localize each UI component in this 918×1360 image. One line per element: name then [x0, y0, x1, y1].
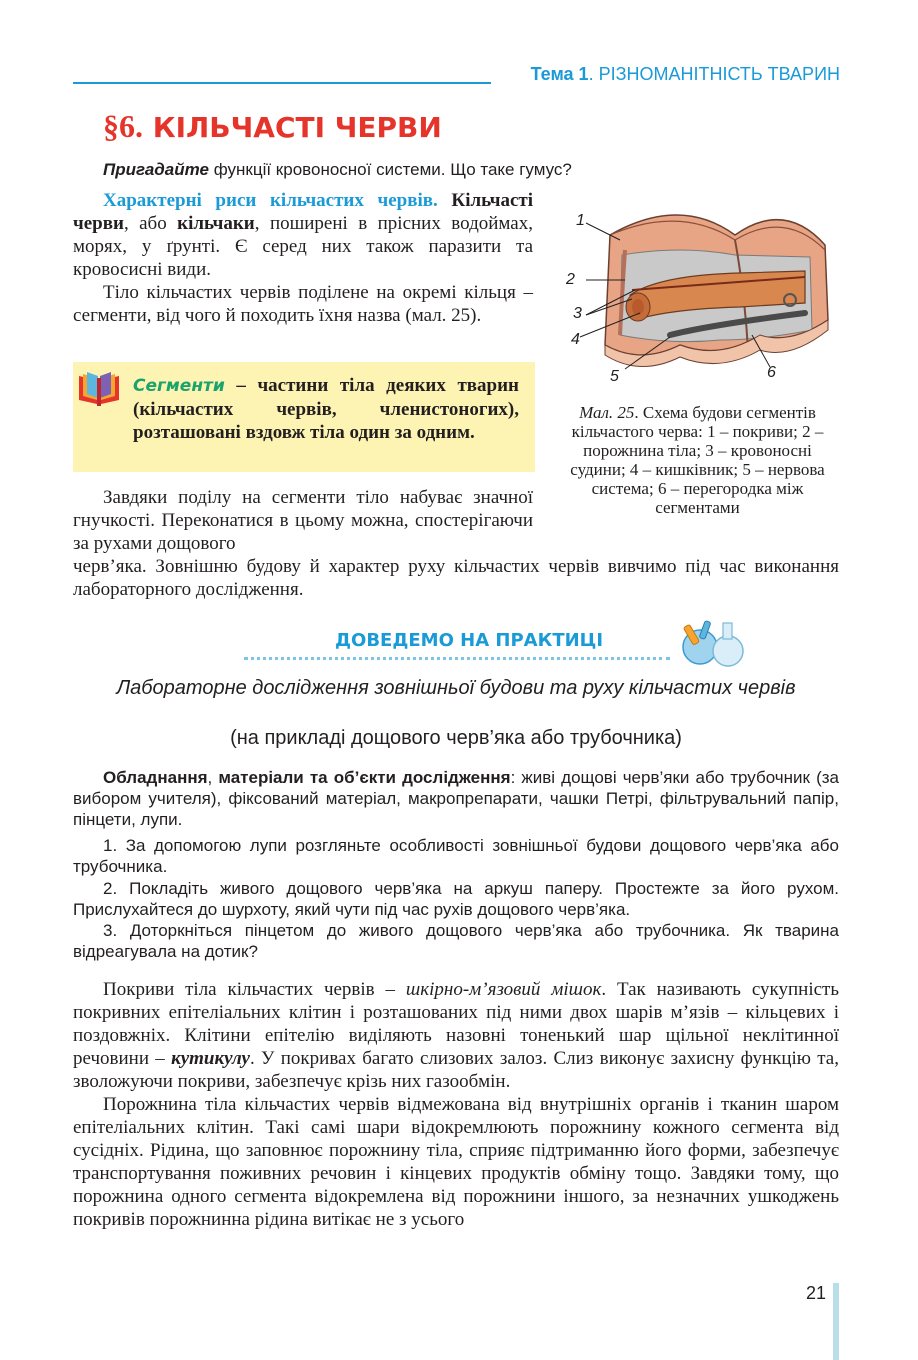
term-kilchasti: Кільчасті черви	[73, 190, 533, 234]
body-paragraph-1	[73, 978, 839, 1093]
body-paragraph-2: Порожнина тіла кільчастих червів відмежована від внутрішніх органів і тканин шаром епітеліальних клітин. Такі самі шари відокремлюють порожнину кожного сегмента від сусідніх. Рідина, що заповнює порожнину тіла, сприяє підтриманню його форми, забезпечує транспортування поживних речовин і кінцевих продуктів обміну тощо. Завдяки тому, що порожнина одного сегмента відокремлена від порожнини іншого, за незначних ушкоджень покривів порожнинна рідина витікає не з усього	[73, 1094, 839, 1230]
page-edge-bar	[833, 1283, 839, 1360]
definition-text	[133, 374, 519, 444]
intro-heading: Характерні риси кільчастих червів.	[103, 190, 438, 211]
caption-title: Мал. 25	[579, 403, 635, 422]
equipment-label: Обладнання	[103, 768, 208, 787]
term-kilchaky: кільчаки	[177, 213, 255, 234]
recall-lead: Пригадайте	[103, 160, 209, 179]
definition-term: Сегменти	[133, 376, 225, 396]
equipment-paragraph	[73, 767, 839, 830]
intro-text	[73, 189, 533, 327]
segment-diagram	[560, 195, 840, 395]
caption-text: . Схема будови сегментів кільчастого черва: 1 – покриви; 2 – порожнина тіла; 3 – кровоносні судини; 4 – кишківник; 5 – нервова система; 6 – перегородка між сегментами	[570, 403, 825, 517]
practice-heading: ДОВЕДЕМО НА ПРАКТИЦІ	[335, 630, 604, 651]
label-6: 6	[767, 364, 776, 381]
equipment-sep: ,	[207, 768, 219, 787]
section-title-text: КІЛЬЧАСТІ ЧЕРВИ	[152, 111, 442, 144]
theme-label: Тема 1	[530, 64, 589, 84]
lab-subtitle: (на прикладі дощового черв’яка або трубочника)	[230, 727, 682, 749]
section-title	[103, 108, 442, 145]
practice-divider	[244, 657, 670, 660]
recall-prompt	[103, 160, 572, 180]
lab-step-2: 2. Покладіть живого дощового черв’яка на аркуш паперу. Простежте за його рухом. Прислухайтеся до шурхоту, який чути під час рухів дощового черв’яка.	[73, 879, 839, 919]
body-text	[73, 978, 839, 1231]
lab-step-3: 3. Доторкніться пінцетом до живого дощового черв’яка або трубочника. Як тварина відреагувала на дотик?	[73, 921, 839, 961]
term-shkirno: шкірно-м’язовий мішок	[405, 979, 602, 1000]
label-1: 1	[576, 212, 585, 229]
book-icon	[77, 370, 121, 413]
flexibility-paragraph-part1: Завдяки поділу на сегменти тіло набуває значної гнучкості. Переконатися в цьому можна, спостерігаючи за рухами дощового	[73, 487, 533, 554]
body-p1-b: . Так називають сукупність покривних епітеліальних клітин і розташованих під ними двох шарів м’язів – кільцевих і поздовжніх. Клітини епітелію виділяють назовні тоненький шар щільної неклітинної речовини –	[73, 979, 839, 1069]
label-4: 4	[571, 331, 580, 348]
equipment-text: : живі дощові черв’яки або трубочник (за вибором учителя), фіксований матеріал, макропрепарати, чашки Петрі, фільтрувальний папір, пінцети, лупи.	[73, 768, 839, 829]
body-p1-c: . У покривах багато слизових залоз. Слиз виконує захисну функцію та, зволожуючи покриви, забезпечує крізь них газообмін.	[73, 1048, 839, 1092]
intro-text-rest: , поширені в прісних водоймах, морях, у ґрунті. Є серед них також паразити та кровосисні види.	[73, 213, 533, 280]
page-number: 21	[805, 1283, 826, 1303]
section-number: §6.	[103, 108, 143, 144]
theme-title: . РІЗНОМАНІТНІСТЬ ТВАРИН	[588, 64, 840, 84]
intro-paragraph-2: Тіло кільчастих червів поділене на окремі кільця – сегменти, від чого й походить їхня назва (мал. 25).	[73, 282, 533, 326]
flexibility-paragraph-part2: черв’яка. Зовнішню будову й характер руху кільчастих червів вивчимо під час виконання лабораторного дослідження.	[73, 556, 839, 600]
recall-text: функції кровоносної системи. Що таке гумус?	[209, 160, 572, 179]
header-rule	[73, 82, 491, 84]
intro-paragraph-1	[73, 189, 533, 281]
intro-connector: , або	[123, 213, 178, 234]
term-kutykula: кутикулу	[171, 1048, 250, 1069]
running-header	[531, 64, 840, 85]
definition-body: – частини тіла деяких тварин (кільчастих червів, членистоногих), розташовані вздовж тіла один за одним.	[133, 375, 519, 443]
label-3: 3	[573, 305, 582, 322]
materials-label: матеріали та об’єкти дослідження	[218, 768, 511, 787]
figure-caption	[556, 403, 839, 517]
lab-flask-icon	[678, 617, 746, 674]
label-2: 2	[566, 271, 575, 288]
lab-step-1: 1. За допомогою лупи розгляньте особливості зовнішньої будови дощового черв’яка або трубочника.	[73, 836, 839, 876]
lab-title: Лабораторне дослідження зовнішньої будови та руху кільчастих червів	[116, 677, 796, 699]
body-p1-a: Покриви тіла кільчастих червів –	[103, 979, 406, 1000]
label-5: 5	[610, 368, 619, 385]
